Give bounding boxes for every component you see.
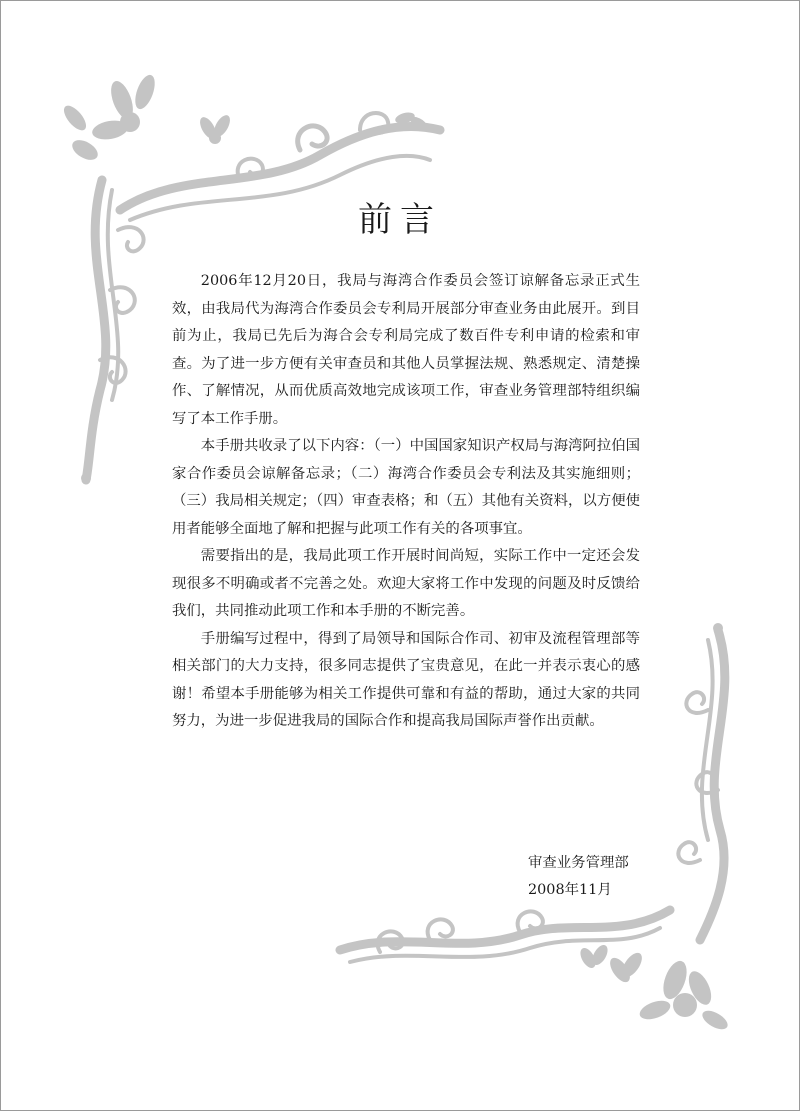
paragraph-3: 需要指出的是，我局此项工作开展时间尚短，实际工作中一定还会发现很多不明确或者不完善之处。欢迎大家将工作中发现的问题及时反馈给我们，共同推动此项工作和本手册的不断完善。 [172,548,640,619]
paragraph-1: 2006年12月20日，我局与海湾合作委员会签订谅解备忘录正式生效，由我局代为海湾合作委员会专利局开展部分审查业务由此展开。到目前为止，我局已先后为海合会专利局完成了数百件专利申请的检索和审查。为了进一步方便有关审查员和其他人员掌握法规、熟悉规定、清楚操作、了解情况，从而优质高效地完成该项工作，审查业务管理部特组织编写了本工作手册。 [172,273,640,427]
signature-department: 审查业务管理部 [528,855,629,871]
page-title: 前言 [358,200,442,240]
preface-body [172,268,640,736]
signature-block [528,850,629,904]
signature-date: 2008年11月 [528,882,612,898]
paragraph-2: 本手册共收录了以下内容：（一）中国国家知识产权局与海湾阿拉伯国家合作委员会谅解备忘录；（二）海湾合作委员会专利法及其实施细则；（三）我局相关规定；（四）审查表格；和（五）其他有关资料，以方便使用者能够全面地了解和把握与此项工作有关的各项事宜。 [172,438,640,537]
paragraph-4: 手册编写过程中，得到了局领导和国际合作司、初审及流程管理部等相关部门的大力支持，很多同志提供了宝贵意见，在此一并表示衷心的感谢！希望本手册能够为相关工作提供可靠和有益的帮助，通过大家的共同努力，为进一步促进我局的国际合作和提高我局国际声誉作出贡献。 [172,630,640,729]
